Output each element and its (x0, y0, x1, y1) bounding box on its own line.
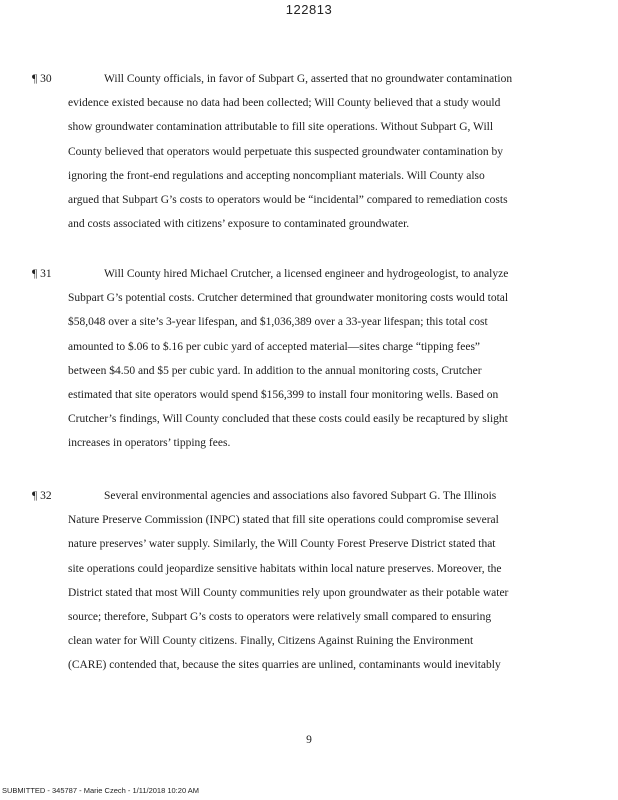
text-line: (CARE) contended that, because the sites quarries are unlined, contaminants would inevitably (68, 659, 501, 672)
document-id: 122813 (285, 2, 333, 17)
text-line: source; therefore, Subpart G’s costs to operators were relatively small compared to ensuring (68, 611, 492, 623)
text-line: clean water for Will County citizens. Finally, Citizens Against Ruining the Environment (68, 635, 474, 648)
text-line: nature preserves’ water supply. Similarly, the Will County Forest Preserve District stated that (68, 538, 496, 551)
text-line: $58,048 over a site’s 3-year lifespan, and $1,036,389 over a 33-year lifespan; this total cost (68, 316, 488, 329)
text-line: site operations could jeopardize sensitive habitats within local nature preserves. Moreover, the (68, 562, 502, 575)
text-line: District stated that most Will County communities rely upon groundwater as their potable water (68, 586, 509, 599)
text-line: Subpart G’s potential costs. Crutcher determined that groundwater monitoring costs would total (68, 292, 509, 305)
text-line: argued that Subpart G’s costs to operators would be “incidental” compared to remediation costs (68, 194, 508, 206)
text-line: Will County officials, in favor of Subpart G, asserted that no groundwater contamination (104, 73, 513, 85)
text-line: Will County hired Michael Crutcher, a licensed engineer and hydrogeologist, to analyze (104, 268, 509, 280)
text-line: ignoring the front-end regulations and accepting noncompliant materials. Will County also (68, 169, 485, 182)
text-line: and costs associated with citizens’ exposure to contaminated groundwater. (68, 218, 410, 231)
text-line: between $4.50 and $5 per cubic yard. In addition to the annual monitoring costs, Crutcher (68, 364, 482, 377)
paragraph-number: ¶ 31 (32, 268, 52, 280)
paragraph-number: ¶ 30 (32, 73, 52, 85)
text-line: estimated that site operators would spend $156,399 to install four monitoring wells. Based on (68, 389, 499, 401)
text-line: Nature Preserve Commission (INPC) stated that fill site operations could compromise several (68, 514, 499, 527)
submission-stamp: SUBMITTED - 345787 - Marie Czech - 1/11/2018 10:20 AM (2, 786, 200, 795)
text-line: show groundwater contamination attributable to fill site operations. Without Subpart G, Will (68, 121, 494, 134)
text-line: amounted to $.06 to $.16 per cubic yard of accepted material—sites charge “tipping fees” (68, 340, 481, 353)
text-line: Crutcher’s findings, Will County concluded that these costs could easily be recaptured by slight (68, 413, 508, 426)
text-line: evidence existed because no data had been collected; Will County believed that a study would (68, 97, 501, 110)
paragraph-number: ¶ 32 (32, 490, 52, 502)
text-line: Several environmental agencies and associations also favored Subpart G. The Illinois (104, 490, 497, 502)
text-line: increases in operators’ tipping fees. (68, 437, 231, 450)
text-line: County believed that operators would perpetuate this suspected groundwater contamination by (68, 145, 503, 158)
page-number: 9 (306, 734, 312, 746)
